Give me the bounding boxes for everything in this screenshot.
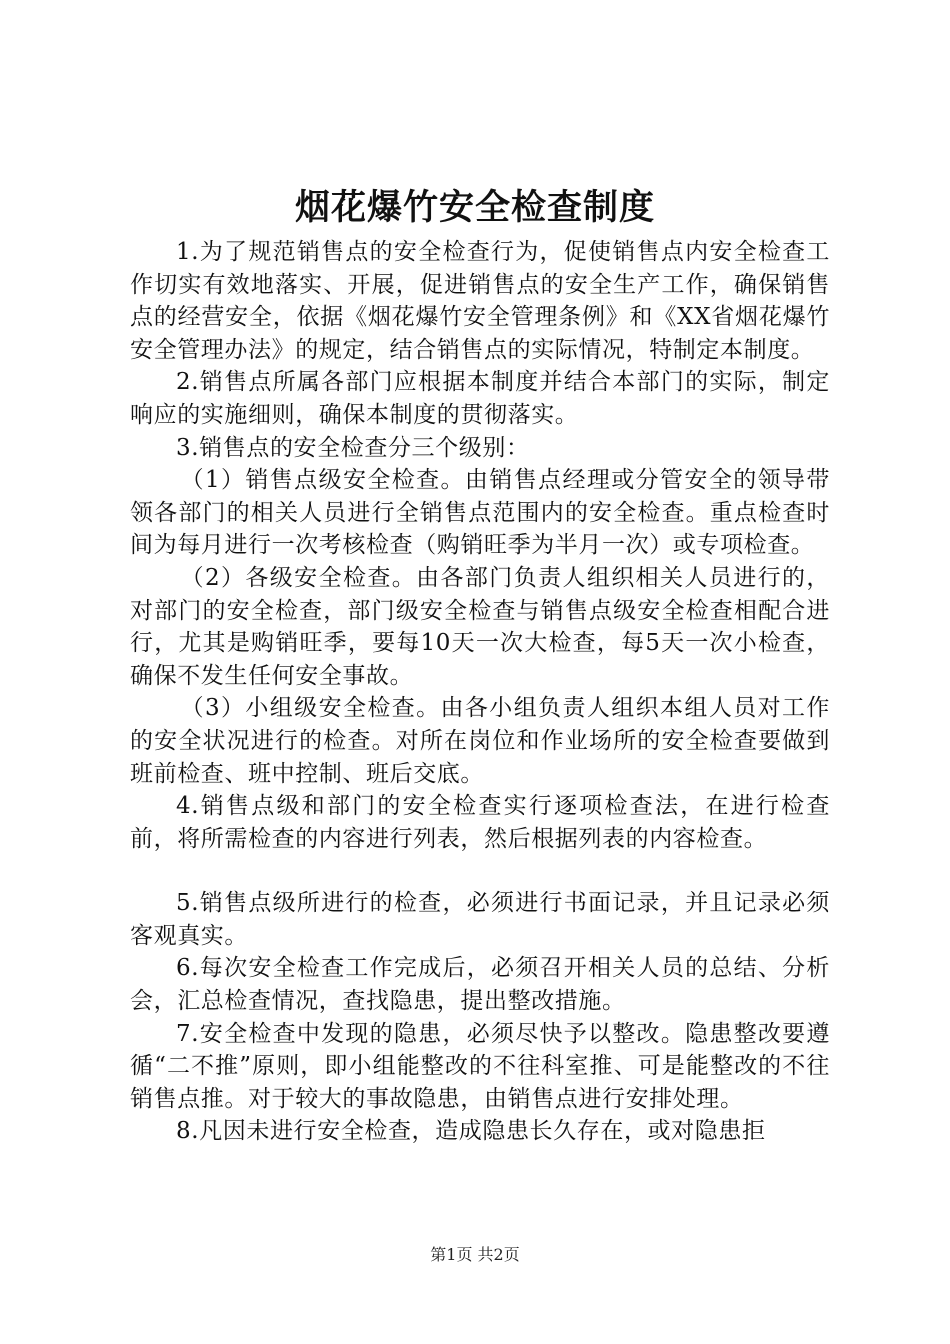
- paragraph-7: 7.安全检查中发现的隐患，必须尽快予以整改。隐患整改要遵循“二不推”原则，即小组能整改的不往科室推、可是能整改的不往销售点推。对于较大的事故隐患，由销售点进行安排处理。: [130, 1020, 830, 1112]
- paragraph-3: 3.销售点的安全检查分三个级别：: [176, 434, 530, 461]
- paragraph-1: 1.为了规范销售点的安全检查行为，促使销售点内安全检查工作切实有效地落实、开展，促进销售点的安全生产工作，确保销售点的经营安全，依据《烟花爆竹安全管理条例》和《XX省烟花爆竹安全管理办法》的规定，结合销售点的实际情况，特制定本制度。: [130, 239, 830, 363]
- paragraph-3-3: （3）小组级安全检查。由各小组负责人组织本组人员对工作的安全状况进行的检查。对所在岗位和作业场所的安全检查要做到班前检查、班中控制、班后交底。: [130, 695, 830, 787]
- paragraph-5: 5.销售点级所进行的检查，必须进行书面记录，并且记录必须客观真实。: [130, 890, 830, 949]
- paragraph-6: 6.每次安全检查工作完成后，必须召开相关人员的总结、分析会，汇总检查情况，查找隐患，提出整改措施。: [130, 955, 830, 1015]
- document-body: [130, 236, 830, 1148]
- page-number-footer: 第1页 共2页: [430, 1245, 520, 1264]
- document-title: 烟花爆竹安全检查制度: [294, 187, 655, 228]
- paragraph-3-1: （1）销售点级安全检查。由销售点经理或分管安全的领导带领各部门的相关人员进行全销售点范围内的安全检查。重点检查时间为每月进行一次考核检查（购销旺季为半月一次）或专项检查。: [130, 467, 830, 559]
- paragraph-2: 2.销售点所属各部门应根据本制度并结合本部门的实际，制定响应的实施细则，确保本制度的贯彻落实。: [130, 369, 830, 428]
- paragraph-8: 8.凡因未进行安全检查，造成隐患长久存在，或对隐患拒: [176, 1118, 766, 1145]
- paragraph-3-2: （2）各级安全检查。由各部门负责人组织相关人员进行的，对部门的安全检查，部门级安全检查与销售点级安全检查相配合进行，尤其是购销旺季，要每10天一次大检查，每5天一次小检查，确保不发生任何安全事故。: [130, 564, 830, 689]
- paragraph-4: 4.销售点级和部门的安全检查实行逐项检查法，在进行检查前，将所需检查的内容进行列表，然后根据列表的内容检查。: [130, 793, 830, 852]
